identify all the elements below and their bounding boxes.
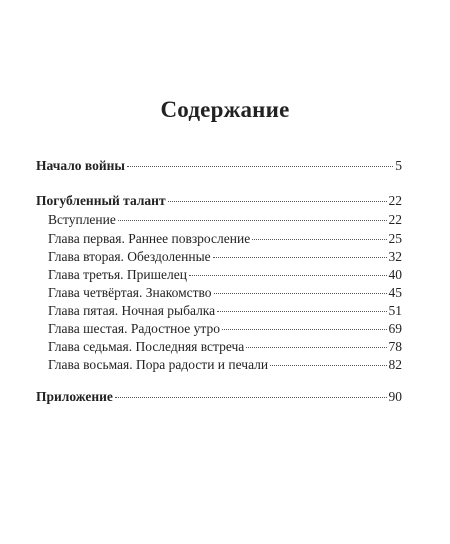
dot-leader	[252, 239, 386, 240]
toc-item	[48, 211, 402, 228]
toc-section-title: Начало войны	[36, 158, 125, 173]
page-title: Содержание	[160, 97, 290, 122]
toc-item-title: Глава первая. Раннее повзросление	[48, 231, 251, 246]
toc-page-number: 5	[395, 158, 402, 173]
toc-page-number: 51	[388, 303, 402, 318]
toc-item-title: Глава третья. Пришелец	[48, 267, 187, 282]
toc-section	[36, 388, 402, 405]
toc-item	[48, 320, 402, 337]
dot-leader	[118, 220, 387, 221]
toc-page-number: 90	[388, 389, 402, 404]
dot-leader	[168, 201, 387, 202]
toc-section	[36, 192, 402, 209]
toc-page-number: 22	[388, 212, 402, 227]
dot-leader	[270, 365, 386, 366]
toc-item-title: Глава седьмая. Последняя встреча	[48, 339, 245, 354]
toc-item	[48, 230, 402, 247]
toc-item	[48, 284, 402, 301]
toc-page-number: 78	[388, 339, 402, 354]
toc-item-title: Глава вторая. Обездоленные	[48, 249, 211, 264]
toc-item-title: Глава пятая. Ночная рыбалка	[48, 303, 216, 318]
toc-page-number: 22	[388, 193, 402, 208]
toc-page-number: 45	[388, 285, 402, 300]
toc-page-number: 25	[388, 231, 402, 246]
toc-page-number: 32	[388, 249, 402, 264]
toc-section-title: Приложение	[36, 389, 113, 404]
toc-page-number: 40	[388, 267, 402, 282]
toc-item	[48, 248, 402, 265]
toc-item-title: Вступление	[48, 212, 116, 227]
toc-item-title: Глава восьмая. Пора радости и печали	[48, 357, 269, 372]
dot-leader	[217, 311, 386, 312]
toc-item-title: Глава шестая. Радостное утро	[48, 321, 220, 336]
dot-leader	[115, 397, 387, 398]
toc-section-title: Погубленный талант	[36, 193, 166, 208]
dot-leader	[214, 293, 387, 294]
toc-section	[36, 157, 402, 174]
toc-page-number: 69	[388, 321, 402, 336]
dot-leader	[213, 257, 387, 258]
dot-leader	[222, 329, 387, 330]
toc-item	[48, 356, 402, 373]
dot-leader	[246, 347, 386, 348]
toc-item	[48, 338, 402, 355]
toc-page-number: 82	[388, 357, 402, 372]
toc-item	[48, 266, 402, 283]
dot-leader	[189, 275, 387, 276]
toc-item-title: Глава четвёртая. Знакомство	[48, 285, 212, 300]
dot-leader	[127, 166, 393, 167]
toc-item	[48, 302, 402, 319]
